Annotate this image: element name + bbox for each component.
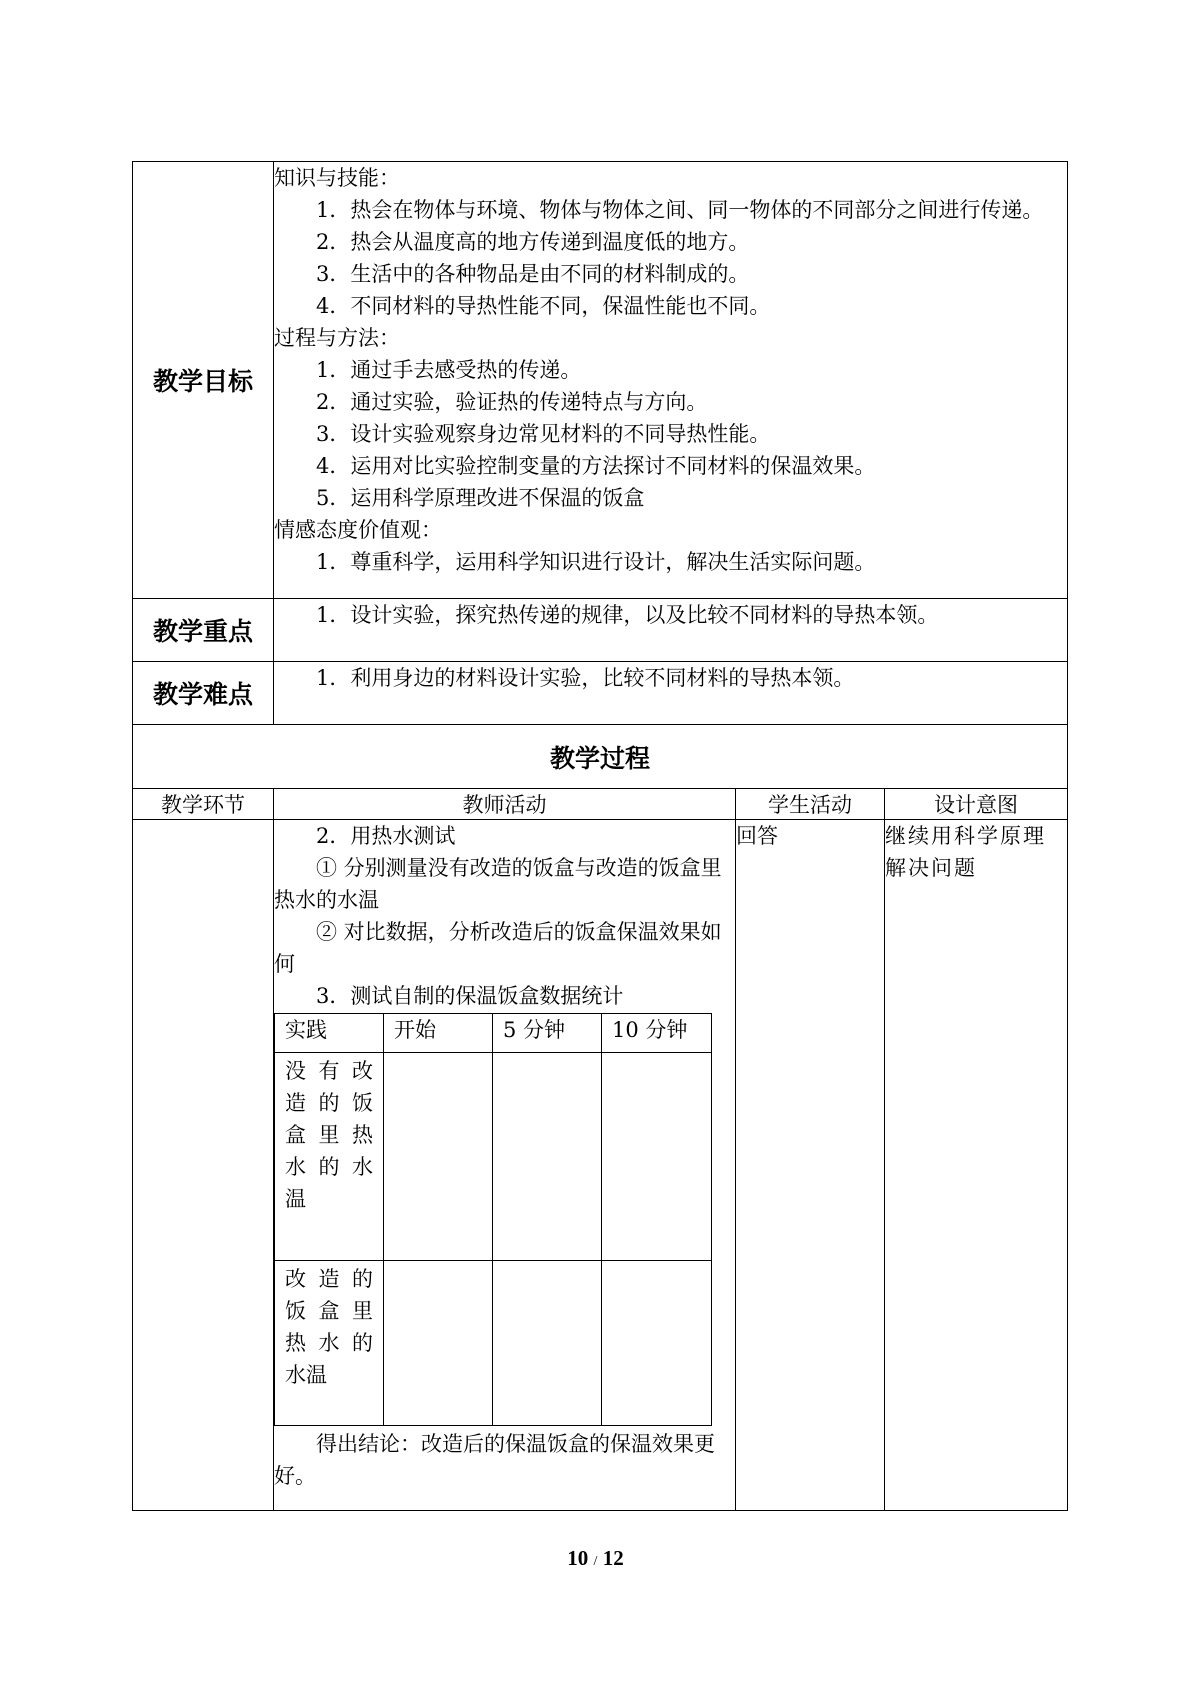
difficulties-content (274, 662, 1068, 725)
data-table (274, 1013, 712, 1426)
objective-line: 2．热会从温度高的地方传递到温度低的地方。 (316, 230, 750, 254)
objective-line: 3．设计实验观察身边常见材料的不同导热性能。 (316, 422, 771, 446)
objectives-content (274, 162, 1068, 599)
difficulties-text: 1．利用身边的材料设计实验，比较不同材料的导热本领。 (316, 666, 855, 690)
teacher-line: ② 对比数据，分析改造后的饭盒保温效果如何 (274, 920, 722, 976)
data-table-cell (602, 1053, 712, 1261)
row-label-line: 盒里热 (285, 1123, 373, 1147)
teaching-stage-cell (133, 820, 274, 1511)
row-label-line: 造的饭 (285, 1091, 373, 1115)
objectives-lines (274, 162, 1067, 578)
data-table-row-label (275, 1261, 384, 1426)
data-table-header: 实践 (275, 1014, 384, 1053)
objective-line: 1．尊重科学，运用科学知识进行设计，解决生活实际问题。 (316, 550, 876, 574)
difficulties-row (133, 662, 1068, 725)
difficulties-label: 教学难点 (133, 662, 274, 725)
data-table-header: 5 分钟 (493, 1014, 602, 1053)
key-points-label: 教学重点 (133, 599, 274, 662)
key-points-row (133, 599, 1068, 662)
key-points-content (274, 599, 1068, 662)
row-label-line: 改造的 (285, 1267, 373, 1291)
header-design-intent: 设计意图 (885, 789, 1068, 820)
objective-line: 过程与方法： (274, 326, 400, 350)
objective-line: 5．运用科学原理改进不保温的饭盒 (316, 486, 645, 510)
process-title: 教学过程 (133, 725, 1068, 789)
data-table-cell (384, 1053, 493, 1261)
total-pages: 12 (602, 1546, 624, 1570)
objective-line: 1．热会在物体与环境、物体与物体之间、同一物体的不同部分之间进行传递。 (316, 198, 1044, 222)
teacher-line: ① 分别测量没有改造的饭盒与改造的饭盒里热水的水温 (274, 856, 722, 912)
objective-line: 3．生活中的各种物品是由不同的材料制成的。 (316, 262, 750, 286)
objective-line: 2．通过实验，验证热的传递特点与方向。 (316, 390, 708, 414)
teacher-line: 2．用热水测试 (316, 824, 456, 848)
current-page: 10 (567, 1546, 589, 1570)
data-table-cell (384, 1261, 493, 1426)
objectives-label: 教学目标 (133, 162, 274, 599)
data-table-cell (602, 1261, 712, 1426)
page-number (0, 1546, 1191, 1571)
process-content-row (133, 820, 1068, 1511)
header-student-activity: 学生活动 (736, 789, 885, 820)
key-points-text: 1．设计实验，探究热传递的规律，以及比较不同材料的导热本领。 (316, 603, 939, 627)
data-table-header: 开始 (384, 1014, 493, 1053)
process-header-row (133, 789, 1068, 820)
data-table-header: 10 分钟 (602, 1014, 712, 1053)
teacher-activity-cell (274, 820, 736, 1511)
data-table-header-row (275, 1014, 712, 1053)
data-table-row (275, 1053, 712, 1261)
objective-line: 知识与技能： (274, 166, 400, 190)
objective-line: 4．不同材料的导热性能不同，保温性能也不同。 (316, 294, 771, 318)
row-label-line: 水温 (285, 1363, 327, 1387)
objective-line: 4．运用对比实验控制变量的方法探讨不同材料的保温效果。 (316, 454, 876, 478)
page-separator: / (593, 1554, 598, 1569)
teacher-line: 3．测试自制的保温饭盒数据统计 (316, 984, 624, 1008)
process-title-row (133, 725, 1068, 789)
design-intent-cell: 继续用科学原理解决问题 (885, 820, 1068, 1511)
row-label-line: 水的水 (285, 1155, 373, 1179)
student-activity-cell: 回答 (736, 820, 885, 1511)
data-table-cell (493, 1261, 602, 1426)
header-teacher-activity: 教师活动 (274, 789, 736, 820)
row-label-line: 饭盒里 (285, 1299, 373, 1323)
lesson-plan-table (132, 161, 1068, 1511)
header-teaching-stage: 教学环节 (133, 789, 274, 820)
objective-line: 1．通过手去感受热的传递。 (316, 358, 582, 382)
data-table-cell (493, 1053, 602, 1261)
row-label-line: 温 (285, 1187, 306, 1211)
row-label-line: 没有改 (285, 1059, 373, 1083)
data-table-row-label (275, 1053, 384, 1261)
data-table-row (275, 1261, 712, 1426)
objectives-row (133, 162, 1068, 599)
conclusion-text: 得出结论：改造后的保温饭盒的保温效果更好。 (274, 1432, 715, 1488)
objective-line: 情感态度价值观： (274, 518, 442, 542)
row-label-line: 热水的 (285, 1331, 373, 1355)
